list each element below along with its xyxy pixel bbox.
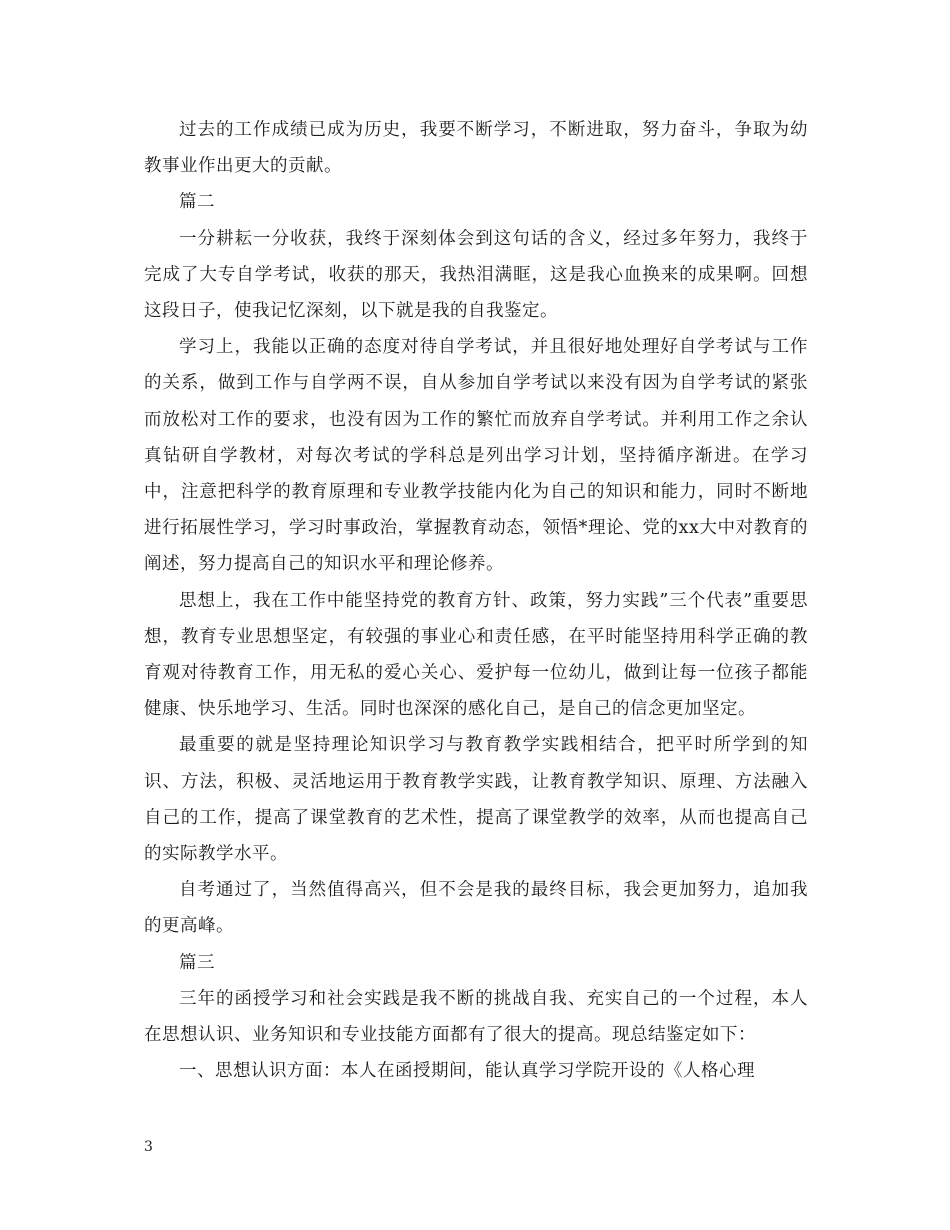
section-heading-pian-san: 篇三 xyxy=(179,952,215,973)
paragraph-intro-pian-san: 三年的函授学习和社会实践是我不断的挑战自我、充实自己的一个过程，本人在思想认识、业务知识和专业技能方面都有了很大的提高。现总结鉴定如下： xyxy=(144,988,808,1046)
paragraph-study: 学习上，我能以正确的态度对待自学考试，并且很好地处理好自学考试与工作的关系，做到工作与自学两不误，自从参加自学考试以来没有因为自学考试的紧张而放松对工作的要求，也没有因为工作的繁忙而放弃自学考试。并利用工作之余认真钻研自学教材，对每次考试的学科总是列出学习计划，坚持循序渐进。在学习中，注意把科学的教育原理和专业教学技能内化为自己的知识和能力，同时不断地进行拓展性学习，学习时事政治，掌握教育动态，领悟*理论、党的xx大中对教育的阐述，努力提高自己的知识水平和理论修养。 xyxy=(144,337,808,575)
paragraph-thought: 思想上，我在工作中能坚持党的教育方针、政策，努力实践”三个代表”重要思想，教育专业思想坚定，有较强的事业心和责任感，在平时能坚持用科学正确的教育观对待教育工作，用无私的爱心关心、爱护每一位幼儿，做到让每一位孩子都能健康、快乐地学习、生活。同时也深深的感化自己，是自己的信念更加坚定。 xyxy=(144,590,808,720)
paragraph-intro-pian-er: 一分耕耘一分收获，我终于深刻体会到这句话的含义，经过多年努力，我终于完成了大专自学考试，收获的那天，我热泪满眶，这是我心血换来的成果啊。回想这段日子，使我记忆深刻，以下就是我的自我鉴定。 xyxy=(144,228,808,322)
document-body xyxy=(144,112,808,1089)
paragraph-closing-pian-yi: 过去的工作成绩已成为历史，我要不断学习，不断进取，努力奋斗，争取为幼教事业作出更大的贡献。 xyxy=(144,120,808,177)
section-heading-pian-er: 篇二 xyxy=(179,192,215,213)
page-number: 3 xyxy=(144,1139,153,1155)
paragraph-conclusion-pian-er: 自考通过了，当然值得高兴，但不会是我的最终目标，我会更加努力，追加我的更高峰。 xyxy=(144,880,808,937)
paragraph-ideology: 一、思想认识方面：本人在函授期间，能认真学习学院开设的《人格心理 xyxy=(179,1061,755,1082)
paragraph-practice: 最重要的就是坚持理论知识学习与教育教学实践相结合，把平时所学到的知识、方法，积极、灵活地运用于教育教学实践，让教育教学知识、原理、方法融入自己的工作，提高了课堂教育的艺术性，提高了课堂教学的效率，从而也提高自己的实际教学水平。 xyxy=(144,735,808,865)
